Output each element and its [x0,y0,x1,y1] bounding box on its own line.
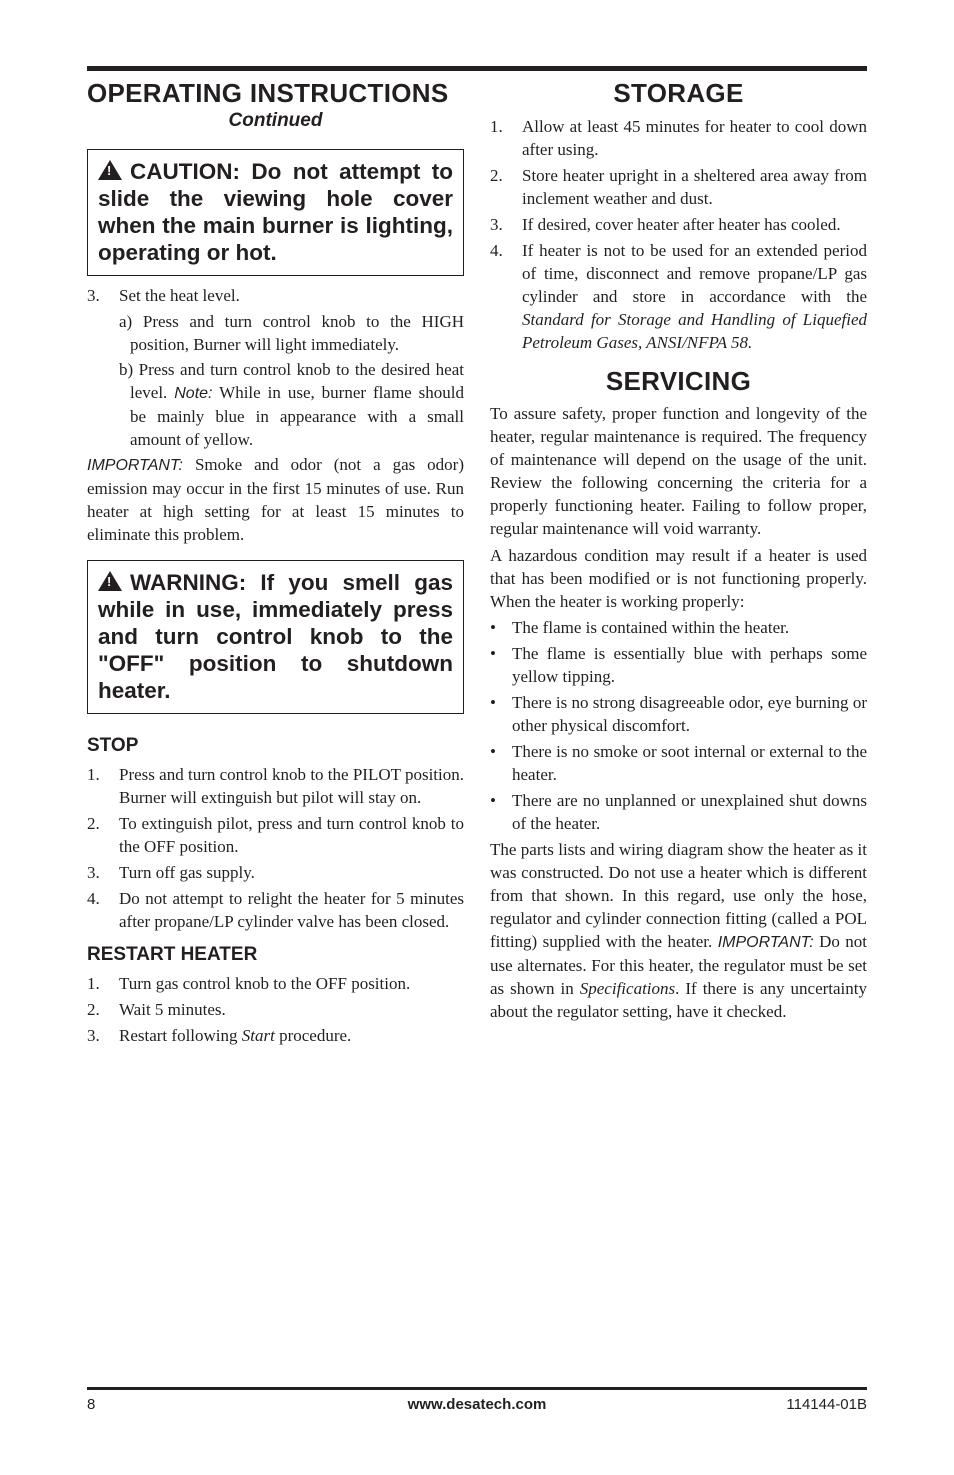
section-heading-operating: OPERATING INSTRUCTIONS [87,78,449,108]
bullet-item: • The flame is contained within the heater. [490,618,790,637]
bullet-item: • There is no smoke or soot internal or external to the heater. [490,742,867,784]
bottom-rule [87,1387,867,1390]
caution-box [87,149,464,276]
list-item: 2. Wait 5 minutes. [87,1000,226,1019]
storage-list [490,115,867,354]
page-number: 8 [87,1396,96,1413]
list-item: 3. Turn off gas supply. [87,863,255,882]
right-column [490,78,867,1023]
stop-heading: STOP [87,735,139,756]
list-item: 2. To extinguish pilot, press and turn control knob to the OFF position. [87,814,464,856]
servicing-paragraph: The parts lists and wiring diagram show the heater as it was constructed. Do not use a heater which is different from that shown. In this regard, use only the hose, regulator and cylinder connection fitting (called a POL fitting) supplied with the heater. IMPORTANT: Do not use alternates. For this heater, the regulator must be set as shown in Specifications. If there is any uncertainty about the regulator setting, have it checked. [490,840,867,1021]
caution-text: CAUTION: Do not attempt to slide the viewing hole cover when the main burner is lighting, operating or hot. [98,159,453,265]
warning-triangle-icon [98,160,122,180]
list-item: 3. Set the heat level. [87,286,240,305]
bullet-item: • There are no unplanned or unexplained shut downs of the heater. [490,791,867,833]
bullet-item: • There is no strong disagreeable odor, eye burning or other physical discomfort. [490,693,867,735]
note-label: Note: [174,385,213,402]
stop-list [87,763,464,933]
warning-text: WARNING: If you smell gas while in use, immediately press and turn control knob to the "OFF" position to shutdown heater. [98,570,453,703]
list-item: 1. Press and turn control knob to the PILOT position. Burner will extinguish but pilot will stay on. [87,765,464,807]
doc-number: 114144-01B [786,1396,867,1413]
list-item: 4. Do not attempt to relight the heater for 5 minutes after propane/LP cylinder valve has been closed. [87,889,464,931]
warning-triangle-icon [98,571,122,591]
sub-step-a: a) Press and turn control knob to the HIGH position, Burner will light immediately. [119,312,464,354]
section-heading-servicing: SERVICING [605,366,752,396]
warning-box [87,560,464,714]
important-label: IMPORTANT: [87,457,183,474]
servicing-paragraph: To assure safety, proper function and longevity of the heater, regular maintenance is required. The frequency of maintenance will depend on the usage of the unit. Review the following concerning the criteria for a properly functioning heater. Failing to follow proper, regular maintenance will void warranty. [490,404,867,538]
restart-heading: RESTART HEATER [87,944,258,965]
restart-list [87,972,464,1047]
list-item: 3. If desired, cover heater after heater has cooled. [490,215,841,234]
important-label: IMPORTANT: [717,934,814,951]
sub-step-b: b) Press and turn control knob to the desired heat level. Note: While in use, burner flame should be mainly blue in appearance with a small amount of yellow. [119,360,464,449]
list-item: 2. Store heater upright in a sheltered area away from inclement weather and dust. [490,166,867,208]
footer-website: www.desatech.com [407,1396,547,1413]
list-item: 1. Turn gas control knob to the OFF position. [87,974,411,993]
section-heading-storage: STORAGE [613,78,744,108]
heat-level-steps [87,284,464,546]
list-item: 4. If heater is not to be used for an extended period of time, disconnect and remove propane/LP gas cylinder and store in accordance with the Standard for Storage and Handling of Liquefied Petroleum Gases, ANSI/NFPA 58. [490,241,867,352]
bullet-item: • The flame is essentially blue with perhaps some yellow tipping. [490,644,867,686]
left-column [87,78,464,1050]
servicing-paragraph: A hazardous condition may result if a heater is used that has been modified or is not functioning properly. When the heater is working properly: [490,546,867,611]
top-rule [87,66,867,71]
list-item: 3. Restart following Start procedure. [87,1026,352,1045]
continued-label: Continued [228,110,323,131]
list-item: 1. Allow at least 45 minutes for heater to cool down after using. [490,117,867,159]
servicing-body [490,402,867,1023]
important-note: IMPORTANT: Smoke and odor (not a gas odor) emission may occur in the first 15 minutes of use. Run heater at high setting for at least 15 minutes to eliminate this problem. [87,455,465,544]
